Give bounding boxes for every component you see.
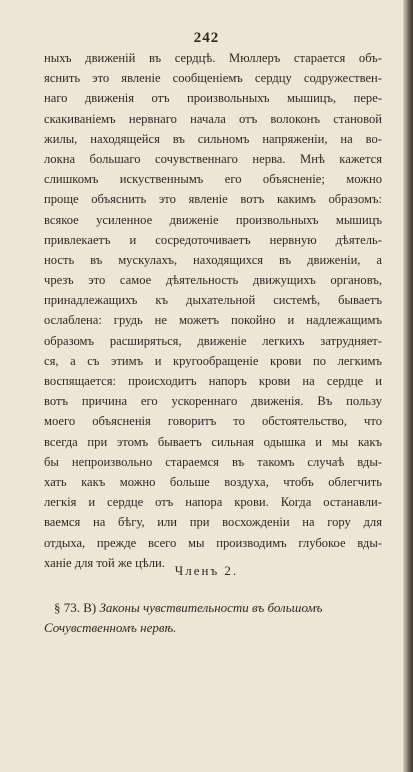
- text-line: легкія и сердце отъ напора крови. Когда останавли-: [44, 495, 382, 510]
- section-title-text: Законы чувствительности въ большомъ: [99, 600, 323, 615]
- text-line: наго движенія отъ произвольныхъ мышицъ, пере-: [44, 91, 382, 106]
- text-line: образомъ расширяться, движеніе легкихъ затрудняет-: [44, 333, 382, 348]
- text-line: ваемся на бѣгу, или при восхожденіи на гору для: [44, 515, 382, 530]
- text-line: ханіе для той же цѣли.: [44, 555, 165, 570]
- text-line: скакиваніемъ нервнаго начала отъ волоконъ становой: [44, 111, 382, 126]
- text-line: слишкомъ искуственнымъ его объясненіе; можно: [44, 172, 382, 187]
- section-title-line: [44, 598, 382, 618]
- text-line: ныхъ движеній въ сердцѣ. Мюллеръ старается объ-: [44, 51, 382, 65]
- text-line: вотъ причина его ускореннаго движенія. Въ пользу: [44, 394, 382, 409]
- text-line: привлекаетъ и сосредоточиваетъ нервную дѣятель-: [44, 232, 382, 247]
- text-line: всякое усиленное движеніе произвольныхъ мышицъ: [44, 212, 382, 227]
- page-edge: [403, 0, 413, 772]
- text-line: чрезъ это самое дѣятельность движущихъ органовъ,: [44, 273, 382, 288]
- section-title-line: Сочувственномъ нервѣ.: [44, 620, 177, 635]
- section-heading: Членъ 2.: [174, 563, 239, 578]
- text-line: ослаблена: грудь не можетъ покойно и надлежащимъ: [44, 313, 382, 328]
- section-title: [44, 598, 382, 638]
- text-line: яснить это явленіе сообщеніемъ сердцу содружествен-: [44, 71, 382, 86]
- text-line: проще объяснить это явленіе вотъ какимъ образомъ:: [44, 192, 382, 207]
- text-line: всегда при этомъ бываетъ сильная одышка и мы какъ: [44, 434, 382, 449]
- text-line: отдыха, прежде всего мы производимъ глубокое вды-: [44, 535, 382, 550]
- text-line: бы непроизвольно стараемся въ такомъ случаѣ вды-: [44, 454, 382, 469]
- page-number: 242: [193, 30, 220, 46]
- text-line: жилы, находящейся въ сильномъ напряженіи, на во-: [44, 131, 382, 146]
- section-number: § 73. В): [54, 600, 97, 615]
- text-line: локна большаго сочувственнаго нерва. Мнѣ кажется: [44, 151, 382, 166]
- body-text: [44, 48, 382, 573]
- text-line: ся, а съ этимъ и кругообращеніе крови по легкимъ: [44, 353, 382, 368]
- text-line: воспящается: происходитъ напоръ крови на сердце и: [44, 374, 382, 388]
- text-line: ность въ мускулахъ, находящихся въ движеніи, а: [44, 252, 382, 267]
- text-line: хать какъ можно больше воздуха, чтобъ облегчить: [44, 474, 382, 489]
- text-line: моего объясненія говоритъ то обстоятельство, что: [44, 414, 382, 429]
- text-line: принадлежащихъ къ дыхательной системѣ, бываетъ: [44, 293, 382, 308]
